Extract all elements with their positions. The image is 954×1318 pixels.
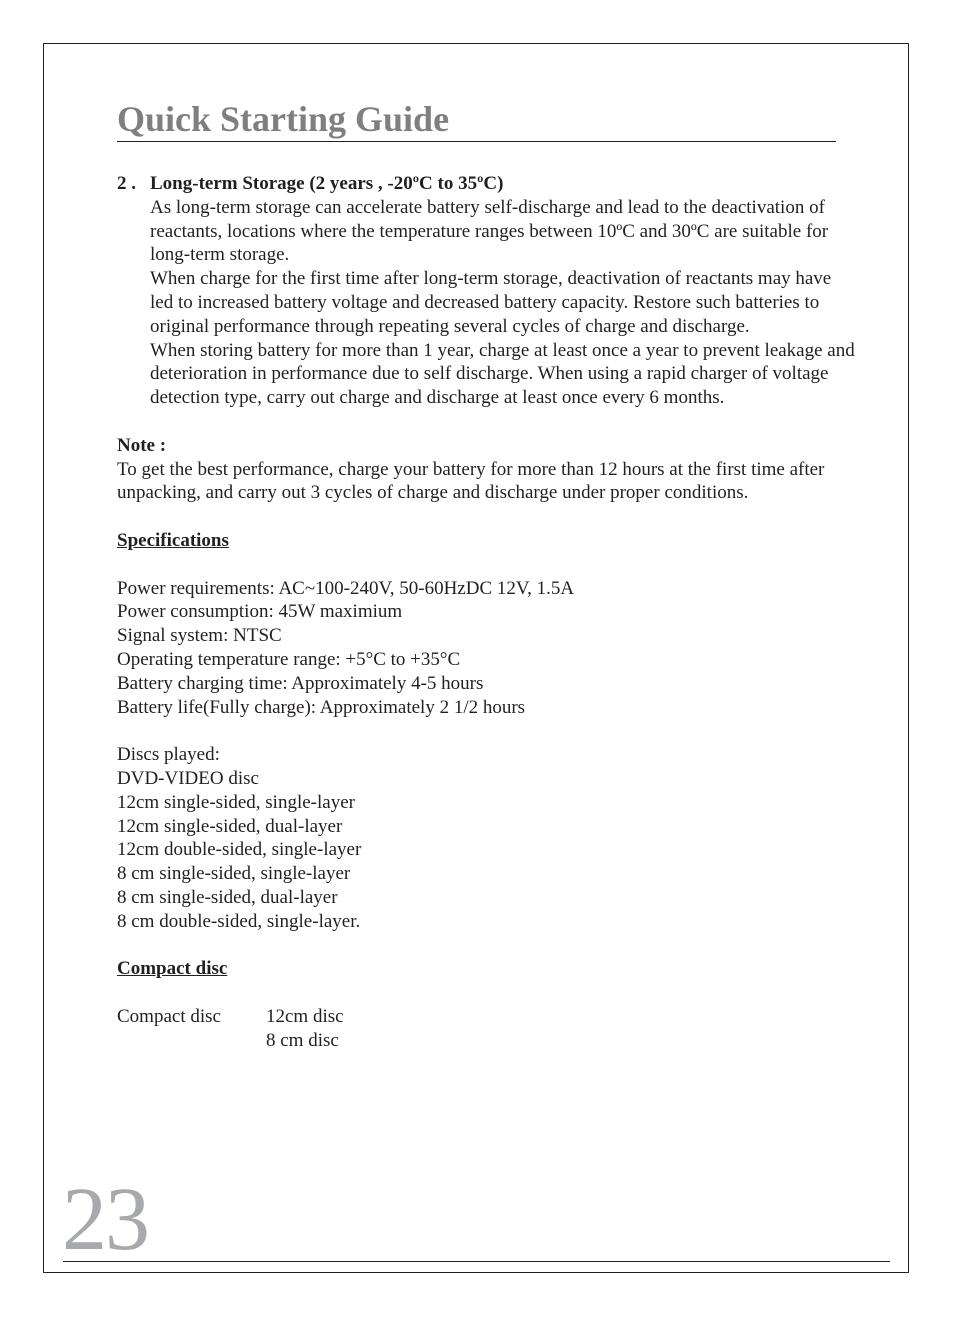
storage-paragraph-3: When storing battery for more than 1 year, charge at least once a year to prevent leakage and deterioration in performance due to self discharge. When using a rapid charger of voltage detection type, carry out charge and discharge at least once every 6 months.: [150, 339, 855, 409]
storage-paragraph-2: When charge for the first time after long-term storage, deactivation of reactants may have led to increased battery voltage and decreased battery capacity. Restore such batteries to original performance through repeating several cycles of charge and discharge.: [150, 268, 832, 337]
spec-line: Power requirements: AC~100-240V, 50-60HzDC 12V, 1.5A: [117, 577, 575, 599]
compact-disc-values: [266, 1005, 344, 1053]
storage-item-body: [150, 172, 857, 410]
discs-played-list: [117, 743, 857, 933]
disc-line: 8 cm double-sided, single-layer.: [117, 910, 361, 932]
spacer: [117, 719, 857, 743]
spec-line: Battery charging time: Approximately 4-5 hours: [117, 672, 484, 694]
spacer: [117, 410, 857, 434]
spacer: [117, 505, 857, 529]
spec-line: Signal system: NTSC: [117, 625, 282, 647]
compact-disc-value: 12cm disc: [266, 1005, 344, 1027]
disc-line: DVD-VIDEO disc: [117, 767, 259, 789]
storage-item-number: 2 .: [117, 173, 136, 194]
disc-line: 12cm single-sided, single-layer: [117, 791, 355, 813]
specifications-list: [117, 577, 857, 720]
title-divider: [117, 141, 836, 142]
compact-disc-value: 8 cm disc: [266, 1029, 339, 1051]
spacer: [117, 934, 857, 958]
page-title: Quick Starting Guide: [117, 99, 450, 139]
spec-line: Battery life(Fully charge): Approximately 2 1/2 hours: [117, 696, 526, 718]
compact-disc-row: [117, 1005, 857, 1053]
footer-divider: [63, 1261, 890, 1262]
disc-line: Discs played:: [117, 744, 220, 766]
spec-line: Operating temperature range: +5°C to +35°C: [117, 648, 461, 670]
storage-paragraph-1: As long-term storage can accelerate battery self-discharge and lead to the deactivation of reactants, locations where the temperature ranges between 10ºC and 30ºC are suitable for long-term storage.: [150, 196, 829, 266]
note-label: Note :: [117, 434, 167, 456]
compact-disc-heading: Compact disc: [117, 958, 228, 980]
storage-heading: Long-term Storage (2 years , -20ºC to 35ºC): [150, 173, 504, 194]
spacer: [117, 981, 857, 1005]
specifications-heading: Specifications: [117, 529, 229, 551]
page-content: [117, 172, 857, 1052]
page-number: 23: [62, 1170, 148, 1269]
spec-line: Power consumption: 45W maximium: [117, 601, 403, 623]
note-text: To get the best performance, charge your battery for more than 12 hours at the first time after unpacking, and carry out 3 cycles of charge and discharge under proper conditions.: [117, 458, 825, 504]
spacer: [117, 553, 857, 577]
compact-disc-label: Compact disc: [117, 1005, 221, 1027]
disc-line: 12cm double-sided, single-layer: [117, 839, 362, 861]
disc-line: 8 cm single-sided, single-layer: [117, 863, 351, 885]
disc-line: 12cm single-sided, dual-layer: [117, 815, 343, 837]
storage-item: [117, 172, 857, 410]
disc-line: 8 cm single-sided, dual-layer: [117, 886, 338, 908]
